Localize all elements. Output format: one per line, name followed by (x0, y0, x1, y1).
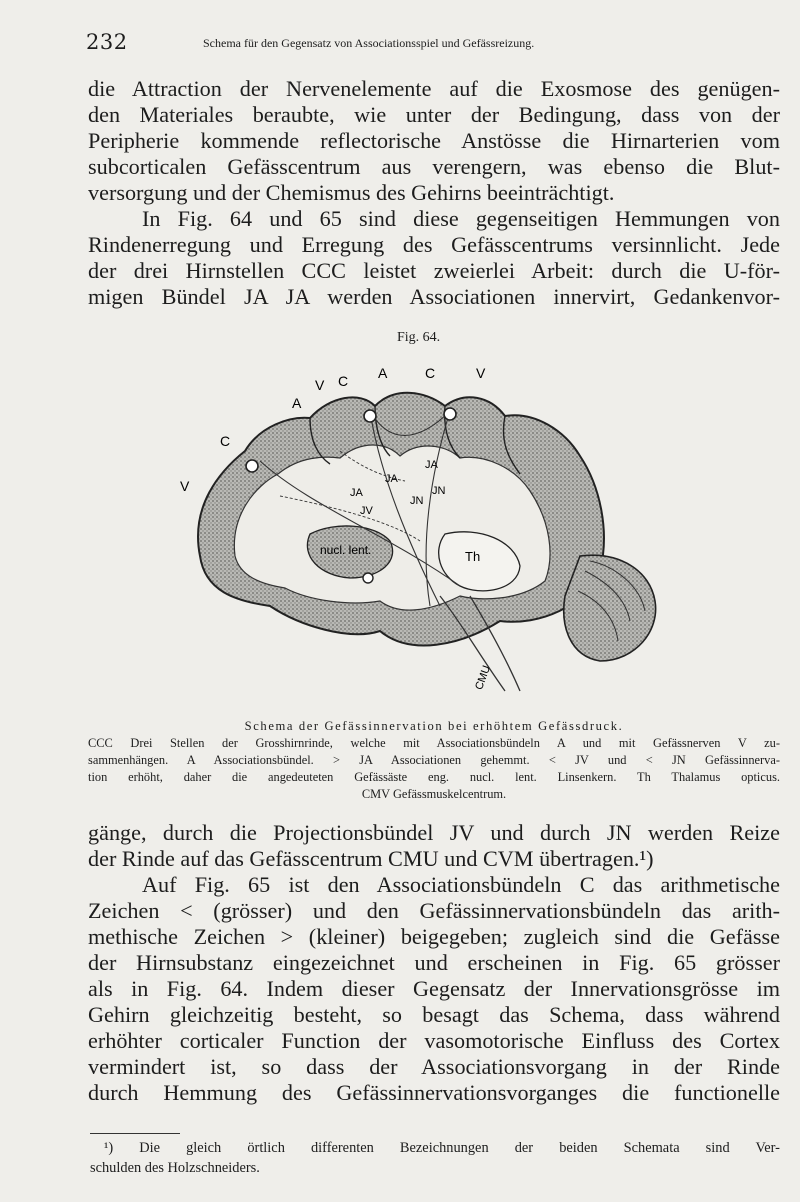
text-line: der Rinde auf das Gefässcentrum CMU und CVM übertragen.¹) (88, 846, 654, 871)
text-line: Auf Fig. 65 ist den Associationsbündeln C das arithmetische (142, 872, 780, 897)
text-line: als in Fig. 64. Indem dieser Gegensatz der Innervationsgrösse im (88, 976, 780, 1001)
label-c1: C (338, 373, 349, 389)
figure-caption (88, 718, 780, 803)
label-a1: A (378, 365, 388, 381)
text-line: die Attraction der Nervenelemente auf die Exosmose des genügen- (88, 76, 780, 101)
text-line: durch Hemmung des Gefässinnervationsvorganges die functionelle (88, 1080, 780, 1105)
footnote-line: schulden des Holzschneiders. (90, 1160, 260, 1176)
label-a2: A (292, 395, 302, 411)
text-line: Gehirn gleichzeitig besteht, so besagt das Schema, dass während (88, 1002, 780, 1027)
label-thalamus: Th (465, 549, 481, 564)
label-jn2: JN (432, 485, 446, 497)
label-nucl-lent: nucl. lent. (320, 543, 372, 557)
label-cmu: CMU (473, 663, 494, 692)
page-number: 232 (86, 30, 128, 54)
cerebellum (564, 555, 656, 661)
body-text-bottom (88, 820, 780, 1106)
label-ja1: JA (425, 459, 438, 471)
label-v2: V (476, 365, 486, 381)
text-line: Peripherie kommende reflectorische Anstösse die Hirnarterien vom (88, 128, 780, 153)
footnote (90, 1138, 780, 1178)
footnote-rule (90, 1133, 180, 1134)
label-c2: C (425, 365, 436, 381)
text-line: migen Bündel JA JA werden Associationen innervirt, Gedankenvor- (88, 284, 780, 309)
text-line: versorgung und der Chemismus des Gehirns beeinträchtigt. (88, 180, 615, 205)
text-line: subcorticalen Gefässcentrum aus verengern, was ebenso die Blut- (88, 154, 780, 179)
caption-line: CCC Drei Stellen der Grosshirnrinde, welche mit Associationsbündeln A und mit Gefässnerven V zu- (88, 736, 780, 750)
label-c3: C (220, 433, 231, 449)
footnote-marker: ¹) (104, 1140, 114, 1156)
label-v3: V (180, 478, 190, 494)
caption-title: Schema der Gefässinnervation bei erhöhtem Gefässdruck. (244, 719, 624, 733)
text-line: erhöhter corticaler Function der vasomotorische Einfluss des Cortex (88, 1028, 780, 1053)
text-line: methische Zeichen > (kleiner) beigegeben; zugleich sind die Gefässe (88, 924, 780, 949)
figure-label: Fig. 64. (397, 330, 441, 345)
caption-line: tion erhöht, daher die angedeuteten Gefässäste eng. nucl. lent. Linsenkern. Th Thalamus opticus. (88, 770, 780, 784)
caption-line: CMV Gefässmuskelcentrum. (361, 787, 507, 801)
text-line: vermindert ist, so dass der Associationsvorgang in der Rinde (88, 1054, 780, 1079)
text-line: Rindenerregung und Erregung des Gefässcentrums versinnlicht. Jede (88, 232, 780, 257)
footnote-line: Die gleich örtlich differenten Bezeichnungen der beiden Schemata sind Ver- (139, 1140, 780, 1156)
label-jn1: JN (410, 495, 424, 507)
text-line: den Materiales beraubte, wie unter der Bedingung, dass von der (88, 102, 780, 127)
text-line: der drei Hirnstellen CCC leistet zweierlei Arbeit: durch die U-för- (88, 258, 780, 283)
label-v1: V (315, 377, 325, 393)
brain-schema-figure (160, 356, 690, 716)
label-ja3: JA (350, 487, 363, 499)
running-head: Schema für den Gegensatz von Associationsspiel und Gefässreizung. (203, 36, 535, 50)
label-ja2: JA (385, 473, 398, 485)
text-line: der Hirnsubstanz eingezeichnet und erscheinen in Fig. 65 grösser (88, 950, 780, 975)
text-line: In Fig. 64 und 65 sind diese gegenseitigen Hemmungen von (142, 206, 780, 231)
text-line: gänge, durch die Projectionsbündel JV und durch JN werden Reize (88, 820, 780, 845)
caption-line: sammenhängen. A Associationsbündel. > JA Associationen gehemmt. < JV und < JN Gefässinnerva- (88, 753, 780, 767)
text-line: Zeichen < (grösser) und den Gefässinnervationsbündeln das arith- (88, 898, 780, 923)
body-text-top (88, 76, 780, 310)
label-jv: JV (360, 505, 373, 517)
